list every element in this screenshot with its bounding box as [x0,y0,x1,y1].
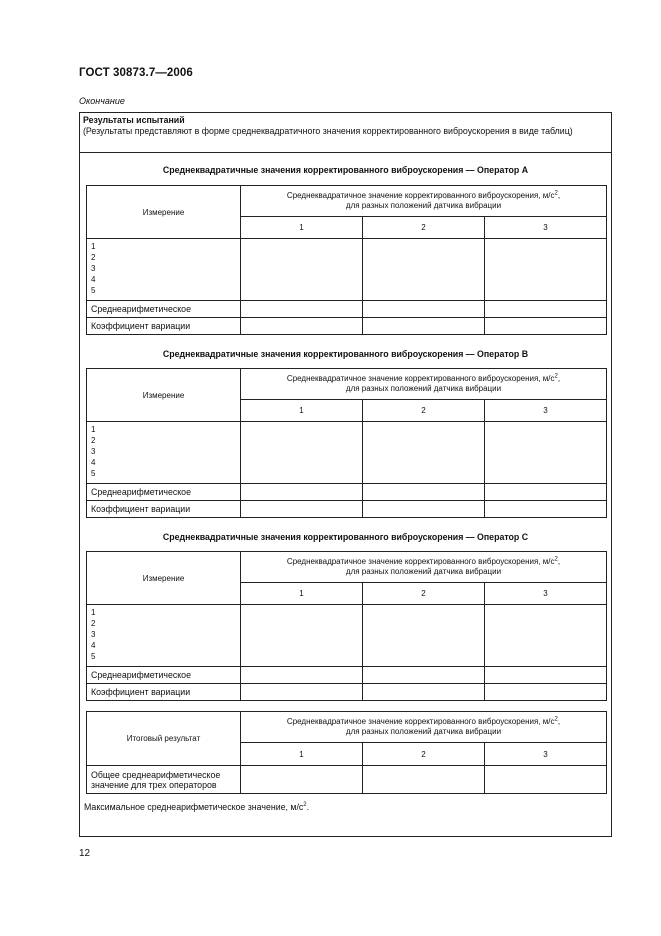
position-col-2: 2 [363,217,485,239]
measurement-3: 3 [91,264,96,273]
operator-c-table [86,551,607,701]
value-cell [485,484,607,501]
overall-mean-line2: значение для трех операторов [91,779,217,790]
value-cell [241,766,363,794]
value-cell [485,667,607,684]
position-col-2: 2 [363,583,485,605]
max-mean-text: Максимальное среднеарифметическое значение, м/с [84,802,304,812]
value-cell [363,484,485,501]
rms-header-line2: для разных положений датчика вибрации [345,384,502,393]
position-col-3: 3 [485,743,607,766]
measurement-4: 4 [91,275,96,284]
measurement-3: 3 [91,630,96,639]
position-col-3: 3 [485,217,607,239]
position-col-2: 2 [363,400,485,422]
measurement-4: 4 [91,458,96,467]
value-cell [485,501,607,518]
value-cell [363,605,485,667]
rms-header-line2: для разных положений датчика вибрации [345,567,502,576]
value-cell [241,422,363,484]
value-cell [241,239,363,301]
rms-header-line1: Среднеквадратичное значение корректированного виброускорения, м/с [286,190,555,200]
position-col-1: 1 [241,583,363,605]
value-cell [363,239,485,301]
measurement-5: 5 [91,652,96,661]
value-cell [485,422,607,484]
position-col-1: 1 [241,400,363,422]
measurement-2: 2 [91,436,96,445]
unit-power: 2 [554,715,558,722]
value-cell [363,766,485,794]
measurement-5: 5 [91,469,96,478]
overall-mean-label [87,766,241,794]
measurement-numbers [87,422,241,484]
rms-header-line1: Среднеквадратичное значение корректированного виброускорения, м/с [286,716,555,726]
operator-a-title: Среднеквадратичные значения корректированного виброускорения — Оператор А [162,165,529,175]
value-cell [241,605,363,667]
value-cell [241,484,363,501]
cv-label: Коэффициент вариации [87,318,241,335]
value-cell [363,422,485,484]
overall-mean-line1: Общее среднеарифметическое [91,769,221,780]
value-cell [363,667,485,684]
position-col-1: 1 [241,743,363,766]
position-col-3: 3 [485,400,607,422]
position-col-3: 3 [485,583,607,605]
value-cell [485,766,607,794]
measurement-5: 5 [91,286,96,295]
cv-label: Коэффициент вариации [87,501,241,518]
value-cell [485,684,607,701]
measurement-2: 2 [91,253,96,262]
measurement-numbers [87,239,241,301]
value-cell [241,318,363,335]
continuation-label: Окончание [79,96,125,106]
measurement-2: 2 [91,619,96,628]
rms-header: Среднеквадратичное значение корректированного виброускорения, $м/с^2$, для разных положений датчика вибрации [241,186,607,217]
value-cell [363,318,485,335]
results-description: (Результаты представляют в форме среднеквадратичного значения корректированного виброускорения в виде таблиц) [83,126,573,136]
results-title: Результаты испытаний [83,115,185,125]
measurement-1: 1 [91,242,96,251]
measurement-header: Измерение [87,186,241,239]
measurement-header: Измерение [87,369,241,422]
document-header: ГОСТ 30873.7—2006 [79,67,193,79]
value-cell [363,501,485,518]
max-mean-suffix: . [306,802,310,812]
unit-power: 2 [554,189,558,196]
operator-b-table [86,368,607,518]
rms-header-line1: Среднеквадратичное значение корректированного виброускорения, м/с [286,556,555,566]
value-cell [363,684,485,701]
results-frame-divider [79,152,612,153]
value-cell [241,501,363,518]
operator-a-table [86,185,607,335]
mean-label: Среднеарифметическое [87,667,241,684]
rms-header: Среднеквадратичное значение корректированного виброускорения, $м/с^2$, для разных положений датчика вибрации [241,712,607,743]
max-mean-note [84,802,309,812]
cv-label: Коэффициент вариации [87,684,241,701]
value-cell [485,605,607,667]
rms-header-line2: для разных положений датчика вибрации [345,727,502,736]
rms-header: Среднеквадратичное значение корректированного виброускорения, $м/с^2$, для разных положений датчика вибрации [241,552,607,583]
value-cell [485,301,607,318]
rms-header-line1: Среднеквадратичное значение корректированного виброускорения, м/с [286,373,555,383]
rms-header: Среднеквадратичное значение корректированного виброускорения, $м/с^2$, для разных положений датчика вибрации [241,369,607,400]
summary-table [86,711,607,794]
measurement-numbers [87,605,241,667]
value-cell [241,667,363,684]
page-number: 12 [79,848,91,859]
value-cell [241,301,363,318]
operator-c-title: Среднеквадратичные значения корректированного виброускорения — Оператор С [162,532,529,542]
measurement-4: 4 [91,641,96,650]
position-col-2: 2 [363,743,485,766]
max-mean-power: 2 [303,802,307,809]
value-cell [485,239,607,301]
value-cell [485,318,607,335]
value-cell [241,684,363,701]
operator-b-title: Среднеквадратичные значения корректированного виброускорения — Оператор В [162,349,529,359]
measurement-3: 3 [91,447,96,456]
position-col-1: 1 [241,217,363,239]
measurement-1: 1 [91,608,96,617]
unit-power: 2 [554,555,558,562]
unit-power: 2 [554,372,558,379]
rms-header-line2: для разных положений датчика вибрации [345,201,502,210]
measurement-1: 1 [91,425,96,434]
value-cell [363,301,485,318]
mean-label: Среднеарифметическое [87,484,241,501]
measurement-header: Измерение [87,552,241,605]
mean-label: Среднеарифметическое [87,301,241,318]
summary-header: Итоговый результат [87,712,241,766]
